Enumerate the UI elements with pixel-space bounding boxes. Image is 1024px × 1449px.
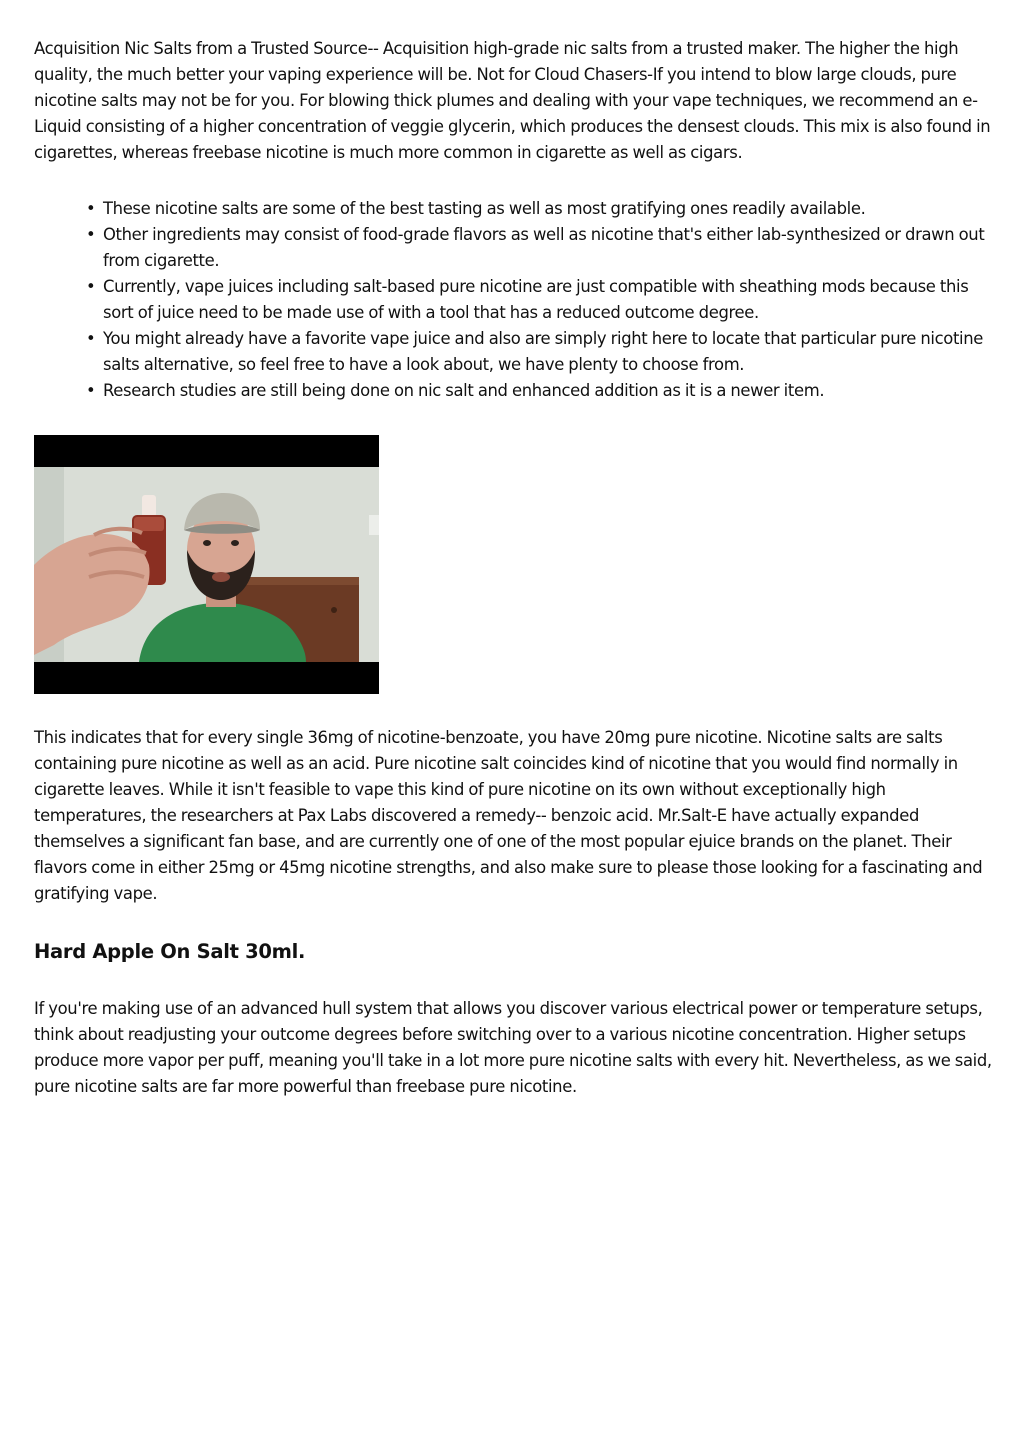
mouth xyxy=(212,572,230,582)
right-eye xyxy=(231,540,239,546)
list-item xyxy=(86,378,994,404)
list-item xyxy=(86,274,994,326)
list-item-text: Currently, vape juices including salt-based pure nicotine are just compatible with sheathing mods because this sort of juice need to be made use of with a tool that has a reduced outcome degree. xyxy=(103,277,969,322)
bullet-icon: • xyxy=(86,225,96,244)
video-thumbnail xyxy=(34,435,379,694)
section-heading: Hard Apple On Salt 30ml. xyxy=(34,940,306,963)
dresser-knob xyxy=(331,607,337,613)
light-switch xyxy=(369,515,379,535)
bullet-icon: • xyxy=(86,199,96,218)
list-item-text: You might already have a favorite vape juice and also are simply right here to locate that particular pure nicotine salts alternative, so feel free to have a look about, we have plenty to choose from. xyxy=(103,329,984,374)
list-item-text: Other ingredients may consist of food-grade flavors as well as nicotine that's either lab-synthesized or drawn out from cigarette. xyxy=(103,225,985,270)
video-thumbnail-man-holding-bottle-icon xyxy=(34,435,379,694)
body-paragraph: This indicates that for every single 36mg of nicotine-benzoate, you have 20mg pure nicotine. Nicotine salts are salts containing pure nicotine as well as an acid. Pure nicotine salt coincides kind of nicotine that you would find normally in cigarette leaves. While it isn't feasible to vape this kind of pure nicotine on its own without exceptionally high temperatures, the researchers at Pax Labs discovered a remedy-- benzoic acid. Mr.Salt-E have actually expanded themselves a significant fan base, and are currently one of one of the most popular ejuice brands on the planet. Their flavors come in either 25mg or 45mg nicotine strengths, and also make sure to please those looking for a fascinating and gratifying vape. xyxy=(34,728,983,903)
list-item xyxy=(86,196,994,222)
left-eye xyxy=(203,540,211,546)
closing-paragraph: If you're making use of an advanced hull system that allows you discover various electrical power or temperature setups, think about readjusting your outcome degrees before switching over to a various nicotine concentration. Higher setups produce more vapor per puff, meaning you'll take in a lot more pure nicotine salts with every hit. Nevertheless, as we said, pure nicotine salts are far more powerful than freebase pure nicotine. xyxy=(34,999,992,1096)
list-item-text: Research studies are still being done on nic salt and enhanced addition as it is a newer item. xyxy=(103,381,825,400)
list-item xyxy=(86,222,994,274)
bullet-icon: • xyxy=(86,277,96,296)
bottle-highlight xyxy=(134,517,164,531)
intro-paragraph: Acquisition Nic Salts from a Trusted Source-- Acquisition high-grade nic salts from a trusted maker. The higher the high quality, the much better your vaping experience will be. Not for Cloud Chasers-If you intend to blow large clouds, pure nicotine salts may not be for you. For blowing thick plumes and dealing with your vape techniques, we recommend an e-Liquid consisting of a higher concentration of veggie glycerin, which produces the densest clouds. This mix is also found in cigarettes, whereas freebase nicotine is much more common in cigarette as well as cigars. xyxy=(34,39,991,162)
document-page xyxy=(34,36,994,1100)
bullet-list xyxy=(34,196,994,404)
bullet-icon: • xyxy=(86,329,96,348)
list-item xyxy=(86,326,994,378)
list-item-text: These nicotine salts are some of the best tasting as well as most gratifying ones readily available. xyxy=(103,199,866,218)
bullet-icon: • xyxy=(86,381,96,400)
bottle-cap xyxy=(142,495,156,517)
